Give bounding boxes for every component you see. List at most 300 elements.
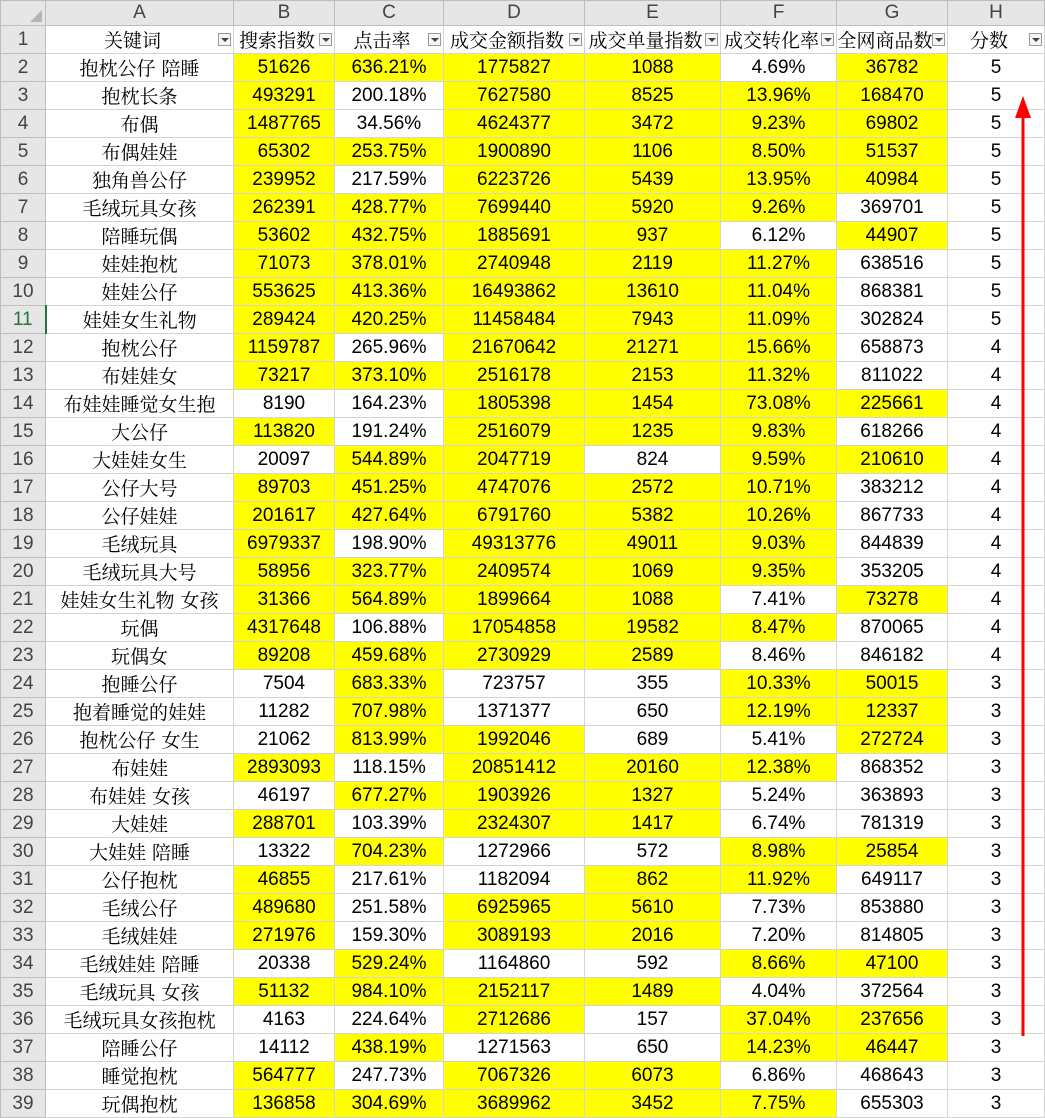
row-header[interactable]: 27	[1, 754, 46, 782]
cell-e[interactable]: 1489	[585, 978, 721, 1006]
cell-g[interactable]: 846182	[837, 642, 948, 670]
filter-dropdown-icon[interactable]	[218, 33, 231, 46]
cell-b[interactable]: 20097	[234, 446, 335, 474]
header-cell-c[interactable]	[335, 26, 444, 54]
cell-a[interactable]: 抱着睡觉的娃娃	[46, 698, 234, 726]
cell-d[interactable]: 2516178	[444, 362, 585, 390]
cell-a[interactable]: 公仔大号	[46, 474, 234, 502]
row-header[interactable]: 37	[1, 1034, 46, 1062]
cell-f[interactable]: 9.26%	[721, 194, 837, 222]
cell-h[interactable]: 3	[948, 1090, 1045, 1118]
cell-f[interactable]: 8.47%	[721, 614, 837, 642]
cell-b[interactable]: 4163	[234, 1006, 335, 1034]
cell-e[interactable]: 1327	[585, 782, 721, 810]
cell-g[interactable]: 383212	[837, 474, 948, 502]
cell-c[interactable]: 683.33%	[335, 670, 444, 698]
cell-f[interactable]: 9.59%	[721, 446, 837, 474]
cell-d[interactable]: 1775827	[444, 54, 585, 82]
cell-d[interactable]: 20851412	[444, 754, 585, 782]
row-header[interactable]: 26	[1, 726, 46, 754]
row-header[interactable]: 20	[1, 558, 46, 586]
cell-f[interactable]: 9.35%	[721, 558, 837, 586]
cell-e[interactable]: 2016	[585, 922, 721, 950]
cell-b[interactable]: 53602	[234, 222, 335, 250]
row-header[interactable]: 21	[1, 586, 46, 614]
row-header[interactable]: 35	[1, 978, 46, 1006]
cell-d[interactable]: 7699440	[444, 194, 585, 222]
cell-g[interactable]: 369701	[837, 194, 948, 222]
header-cell-d[interactable]	[444, 26, 585, 54]
header-cell-h[interactable]	[948, 26, 1045, 54]
cell-f[interactable]: 11.92%	[721, 866, 837, 894]
row-header[interactable]: 5	[1, 138, 46, 166]
cell-f[interactable]: 11.32%	[721, 362, 837, 390]
cell-b[interactable]: 13322	[234, 838, 335, 866]
cell-d[interactable]: 1371377	[444, 698, 585, 726]
cell-f[interactable]: 6.74%	[721, 810, 837, 838]
cell-h[interactable]: 3	[948, 810, 1045, 838]
cell-h[interactable]: 5	[948, 110, 1045, 138]
cell-d[interactable]: 6223726	[444, 166, 585, 194]
cell-d[interactable]: 1805398	[444, 390, 585, 418]
cell-a[interactable]: 抱枕公仔 女生	[46, 726, 234, 754]
cell-f[interactable]: 73.08%	[721, 390, 837, 418]
cell-f[interactable]: 10.26%	[721, 502, 837, 530]
cell-f[interactable]: 11.04%	[721, 278, 837, 306]
cell-b[interactable]: 2893093	[234, 754, 335, 782]
header-cell-g[interactable]	[837, 26, 948, 54]
cell-h[interactable]: 3	[948, 866, 1045, 894]
cell-f[interactable]: 8.98%	[721, 838, 837, 866]
cell-h[interactable]: 4	[948, 334, 1045, 362]
cell-g[interactable]: 618266	[837, 418, 948, 446]
filter-dropdown-icon[interactable]	[428, 33, 441, 46]
cell-b[interactable]: 1159787	[234, 334, 335, 362]
cell-a[interactable]: 毛绒玩具女孩抱枕	[46, 1006, 234, 1034]
cell-f[interactable]: 37.04%	[721, 1006, 837, 1034]
cell-b[interactable]: 489680	[234, 894, 335, 922]
cell-g[interactable]: 272724	[837, 726, 948, 754]
cell-e[interactable]: 572	[585, 838, 721, 866]
cell-e[interactable]: 937	[585, 222, 721, 250]
cell-e[interactable]: 49011	[585, 530, 721, 558]
cell-a[interactable]: 毛绒玩具女孩	[46, 194, 234, 222]
cell-b[interactable]: 262391	[234, 194, 335, 222]
cell-a[interactable]: 布娃娃	[46, 754, 234, 782]
cell-c[interactable]: 413.36%	[335, 278, 444, 306]
cell-h[interactable]: 5	[948, 194, 1045, 222]
cell-b[interactable]: 31366	[234, 586, 335, 614]
column-header-g[interactable]: G	[837, 1, 948, 26]
cell-e[interactable]: 5382	[585, 502, 721, 530]
cell-d[interactable]: 3689962	[444, 1090, 585, 1118]
cell-e[interactable]: 650	[585, 698, 721, 726]
cell-b[interactable]: 239952	[234, 166, 335, 194]
column-header-a[interactable]: A	[46, 1, 234, 26]
cell-g[interactable]: 638516	[837, 250, 948, 278]
cell-e[interactable]: 3472	[585, 110, 721, 138]
cell-e[interactable]: 21271	[585, 334, 721, 362]
row-header[interactable]: 32	[1, 894, 46, 922]
column-header-f[interactable]: F	[721, 1, 837, 26]
cell-e[interactable]: 2589	[585, 642, 721, 670]
cell-g[interactable]: 44907	[837, 222, 948, 250]
cell-c[interactable]: 378.01%	[335, 250, 444, 278]
cell-d[interactable]: 16493862	[444, 278, 585, 306]
cell-e[interactable]: 5439	[585, 166, 721, 194]
cell-c[interactable]: 459.68%	[335, 642, 444, 670]
cell-c[interactable]: 247.73%	[335, 1062, 444, 1090]
cell-d[interactable]: 21670642	[444, 334, 585, 362]
cell-g[interactable]: 73278	[837, 586, 948, 614]
cell-c[interactable]: 34.56%	[335, 110, 444, 138]
cell-f[interactable]: 7.20%	[721, 922, 837, 950]
cell-c[interactable]: 159.30%	[335, 922, 444, 950]
cell-d[interactable]: 1182094	[444, 866, 585, 894]
cell-h[interactable]: 5	[948, 82, 1045, 110]
cell-c[interactable]: 432.75%	[335, 222, 444, 250]
header-cell-b[interactable]	[234, 26, 335, 54]
cell-d[interactable]: 7627580	[444, 82, 585, 110]
cell-b[interactable]: 4317648	[234, 614, 335, 642]
cell-g[interactable]: 353205	[837, 558, 948, 586]
cell-a[interactable]: 玩偶	[46, 614, 234, 642]
cell-b[interactable]: 71073	[234, 250, 335, 278]
cell-f[interactable]: 10.71%	[721, 474, 837, 502]
cell-g[interactable]: 363893	[837, 782, 948, 810]
cell-h[interactable]: 3	[948, 754, 1045, 782]
cell-c[interactable]: 224.64%	[335, 1006, 444, 1034]
cell-g[interactable]: 781319	[837, 810, 948, 838]
cell-e[interactable]: 824	[585, 446, 721, 474]
cell-a[interactable]: 布偶	[46, 110, 234, 138]
row-header[interactable]: 11	[1, 306, 46, 334]
cell-c[interactable]: 636.21%	[335, 54, 444, 82]
cell-c[interactable]: 217.61%	[335, 866, 444, 894]
cell-a[interactable]: 公仔娃娃	[46, 502, 234, 530]
cell-h[interactable]: 4	[948, 474, 1045, 502]
cell-b[interactable]: 564777	[234, 1062, 335, 1090]
cell-g[interactable]: 658873	[837, 334, 948, 362]
cell-f[interactable]: 4.04%	[721, 978, 837, 1006]
cell-d[interactable]: 723757	[444, 670, 585, 698]
cell-e[interactable]: 689	[585, 726, 721, 754]
cell-a[interactable]: 布娃娃 女孩	[46, 782, 234, 810]
cell-a[interactable]: 娃娃女生礼物	[46, 306, 234, 334]
cell-b[interactable]: 51626	[234, 54, 335, 82]
cell-b[interactable]: 1487765	[234, 110, 335, 138]
cell-a[interactable]: 睡觉抱枕	[46, 1062, 234, 1090]
filter-dropdown-icon[interactable]	[1029, 33, 1042, 46]
cell-f[interactable]: 12.19%	[721, 698, 837, 726]
cell-b[interactable]: 271976	[234, 922, 335, 950]
filter-dropdown-icon[interactable]	[932, 33, 945, 46]
cell-c[interactable]: 707.98%	[335, 698, 444, 726]
cell-e[interactable]: 1235	[585, 418, 721, 446]
cell-e[interactable]: 1454	[585, 390, 721, 418]
cell-f[interactable]: 4.69%	[721, 54, 837, 82]
cell-g[interactable]: 655303	[837, 1090, 948, 1118]
cell-h[interactable]: 3	[948, 950, 1045, 978]
cell-b[interactable]: 8190	[234, 390, 335, 418]
cell-d[interactable]: 2712686	[444, 1006, 585, 1034]
cell-a[interactable]: 毛绒玩具 女孩	[46, 978, 234, 1006]
cell-d[interactable]: 1164860	[444, 950, 585, 978]
cell-h[interactable]: 4	[948, 558, 1045, 586]
cell-g[interactable]: 868381	[837, 278, 948, 306]
cell-d[interactable]: 6791760	[444, 502, 585, 530]
cell-c[interactable]: 420.25%	[335, 306, 444, 334]
cell-a[interactable]: 抱睡公仔	[46, 670, 234, 698]
cell-c[interactable]: 217.59%	[335, 166, 444, 194]
cell-f[interactable]: 6.12%	[721, 222, 837, 250]
cell-a[interactable]: 布偶娃娃	[46, 138, 234, 166]
cell-a[interactable]: 玩偶女	[46, 642, 234, 670]
cell-c[interactable]: 200.18%	[335, 82, 444, 110]
cell-f[interactable]: 8.50%	[721, 138, 837, 166]
cell-g[interactable]: 372564	[837, 978, 948, 1006]
cell-e[interactable]: 2153	[585, 362, 721, 390]
cell-g[interactable]: 40984	[837, 166, 948, 194]
cell-a[interactable]: 陪睡玩偶	[46, 222, 234, 250]
cell-e[interactable]: 13610	[585, 278, 721, 306]
cell-b[interactable]: 288701	[234, 810, 335, 838]
cell-a[interactable]: 毛绒娃娃 陪睡	[46, 950, 234, 978]
cell-h[interactable]: 5	[948, 54, 1045, 82]
cell-c[interactable]: 427.64%	[335, 502, 444, 530]
row-header[interactable]: 28	[1, 782, 46, 810]
row-header[interactable]: 3	[1, 82, 46, 110]
cell-h[interactable]: 3	[948, 698, 1045, 726]
row-header[interactable]: 34	[1, 950, 46, 978]
cell-f[interactable]: 11.09%	[721, 306, 837, 334]
cell-d[interactable]: 1899664	[444, 586, 585, 614]
cell-f[interactable]: 7.73%	[721, 894, 837, 922]
header-cell-a[interactable]	[46, 26, 234, 54]
cell-g[interactable]: 649117	[837, 866, 948, 894]
cell-h[interactable]: 5	[948, 138, 1045, 166]
cell-f[interactable]: 11.27%	[721, 250, 837, 278]
cell-h[interactable]: 5	[948, 278, 1045, 306]
cell-f[interactable]: 10.33%	[721, 670, 837, 698]
cell-a[interactable]: 娃娃公仔	[46, 278, 234, 306]
row-header[interactable]: 24	[1, 670, 46, 698]
cell-f[interactable]: 13.96%	[721, 82, 837, 110]
cell-d[interactable]: 2730929	[444, 642, 585, 670]
cell-e[interactable]: 19582	[585, 614, 721, 642]
cell-g[interactable]: 168470	[837, 82, 948, 110]
cell-a[interactable]: 娃娃抱枕	[46, 250, 234, 278]
row-header[interactable]: 8	[1, 222, 46, 250]
cell-c[interactable]: 198.90%	[335, 530, 444, 558]
cell-b[interactable]: 136858	[234, 1090, 335, 1118]
cell-c[interactable]: 191.24%	[335, 418, 444, 446]
row-header[interactable]: 4	[1, 110, 46, 138]
cell-d[interactable]: 1272966	[444, 838, 585, 866]
cell-h[interactable]: 3	[948, 922, 1045, 950]
cell-e[interactable]: 1088	[585, 54, 721, 82]
cell-h[interactable]: 5	[948, 166, 1045, 194]
row-header[interactable]: 12	[1, 334, 46, 362]
row-header[interactable]: 33	[1, 922, 46, 950]
row-header[interactable]: 29	[1, 810, 46, 838]
filter-dropdown-icon[interactable]	[569, 33, 582, 46]
cell-a[interactable]: 大公仔	[46, 418, 234, 446]
cell-h[interactable]: 3	[948, 838, 1045, 866]
cell-d[interactable]: 1992046	[444, 726, 585, 754]
cell-f[interactable]: 9.03%	[721, 530, 837, 558]
cell-d[interactable]: 6925965	[444, 894, 585, 922]
cell-a[interactable]: 玩偶抱枕	[46, 1090, 234, 1118]
row-header[interactable]: 13	[1, 362, 46, 390]
cell-a[interactable]: 独角兽公仔	[46, 166, 234, 194]
cell-b[interactable]: 289424	[234, 306, 335, 334]
cell-b[interactable]: 46197	[234, 782, 335, 810]
cell-h[interactable]: 4	[948, 446, 1045, 474]
cell-h[interactable]: 5	[948, 222, 1045, 250]
cell-d[interactable]: 1900890	[444, 138, 585, 166]
cell-e[interactable]: 1069	[585, 558, 721, 586]
cell-b[interactable]: 113820	[234, 418, 335, 446]
filter-dropdown-icon[interactable]	[319, 33, 332, 46]
cell-b[interactable]: 89208	[234, 642, 335, 670]
cell-c[interactable]: 677.27%	[335, 782, 444, 810]
cell-a[interactable]: 抱枕公仔 陪睡	[46, 54, 234, 82]
cell-e[interactable]: 5610	[585, 894, 721, 922]
cell-d[interactable]: 1271563	[444, 1034, 585, 1062]
row-header[interactable]: 30	[1, 838, 46, 866]
cell-c[interactable]: 984.10%	[335, 978, 444, 1006]
cell-f[interactable]: 7.41%	[721, 586, 837, 614]
cell-h[interactable]: 3	[948, 978, 1045, 1006]
cell-g[interactable]: 46447	[837, 1034, 948, 1062]
cell-f[interactable]: 5.41%	[721, 726, 837, 754]
cell-h[interactable]: 5	[948, 250, 1045, 278]
column-header-b[interactable]: B	[234, 1, 335, 26]
cell-e[interactable]: 5920	[585, 194, 721, 222]
cell-g[interactable]: 69802	[837, 110, 948, 138]
select-all-corner[interactable]	[1, 1, 46, 26]
cell-e[interactable]: 3452	[585, 1090, 721, 1118]
cell-c[interactable]: 265.96%	[335, 334, 444, 362]
cell-g[interactable]: 36782	[837, 54, 948, 82]
cell-f[interactable]: 13.95%	[721, 166, 837, 194]
cell-a[interactable]: 陪睡公仔	[46, 1034, 234, 1062]
cell-a[interactable]: 毛绒娃娃	[46, 922, 234, 950]
column-header-c[interactable]: C	[335, 1, 444, 26]
cell-d[interactable]: 2409574	[444, 558, 585, 586]
cell-g[interactable]: 868352	[837, 754, 948, 782]
cell-d[interactable]: 1903926	[444, 782, 585, 810]
row-header[interactable]: 16	[1, 446, 46, 474]
cell-d[interactable]: 2740948	[444, 250, 585, 278]
cell-g[interactable]: 853880	[837, 894, 948, 922]
cell-c[interactable]: 544.89%	[335, 446, 444, 474]
row-header[interactable]: 17	[1, 474, 46, 502]
cell-f[interactable]: 8.66%	[721, 950, 837, 978]
cell-c[interactable]: 304.69%	[335, 1090, 444, 1118]
header-cell-e[interactable]	[585, 26, 721, 54]
filter-dropdown-icon[interactable]	[821, 33, 834, 46]
cell-a[interactable]: 抱枕长条	[46, 82, 234, 110]
cell-d[interactable]: 11458484	[444, 306, 585, 334]
cell-e[interactable]: 1417	[585, 810, 721, 838]
cell-d[interactable]: 2047719	[444, 446, 585, 474]
cell-a[interactable]: 大娃娃女生	[46, 446, 234, 474]
cell-h[interactable]: 4	[948, 530, 1045, 558]
cell-e[interactable]: 20160	[585, 754, 721, 782]
cell-h[interactable]: 4	[948, 614, 1045, 642]
cell-f[interactable]: 5.24%	[721, 782, 837, 810]
cell-b[interactable]: 46855	[234, 866, 335, 894]
cell-g[interactable]: 47100	[837, 950, 948, 978]
cell-b[interactable]: 11282	[234, 698, 335, 726]
cell-b[interactable]: 201617	[234, 502, 335, 530]
filter-dropdown-icon[interactable]	[705, 33, 718, 46]
cell-g[interactable]: 51537	[837, 138, 948, 166]
cell-h[interactable]: 3	[948, 726, 1045, 754]
cell-h[interactable]: 4	[948, 586, 1045, 614]
cell-c[interactable]: 103.39%	[335, 810, 444, 838]
cell-a[interactable]: 大娃娃	[46, 810, 234, 838]
cell-a[interactable]: 娃娃女生礼物 女孩	[46, 586, 234, 614]
cell-g[interactable]: 25854	[837, 838, 948, 866]
cell-f[interactable]: 15.66%	[721, 334, 837, 362]
cell-d[interactable]: 4624377	[444, 110, 585, 138]
cell-f[interactable]: 9.23%	[721, 110, 837, 138]
cell-e[interactable]: 650	[585, 1034, 721, 1062]
cell-c[interactable]: 438.19%	[335, 1034, 444, 1062]
cell-g[interactable]: 844839	[837, 530, 948, 558]
row-header[interactable]: 9	[1, 250, 46, 278]
cell-d[interactable]: 1885691	[444, 222, 585, 250]
row-header[interactable]: 25	[1, 698, 46, 726]
cell-b[interactable]: 21062	[234, 726, 335, 754]
row-header[interactable]: 1	[1, 26, 46, 54]
cell-d[interactable]: 7067326	[444, 1062, 585, 1090]
row-header[interactable]: 19	[1, 530, 46, 558]
cell-g[interactable]: 867733	[837, 502, 948, 530]
cell-a[interactable]: 布娃娃女	[46, 362, 234, 390]
cell-e[interactable]: 2572	[585, 474, 721, 502]
cell-g[interactable]: 12337	[837, 698, 948, 726]
cell-e[interactable]: 157	[585, 1006, 721, 1034]
column-header-h[interactable]: H	[948, 1, 1045, 26]
cell-h[interactable]: 3	[948, 1006, 1045, 1034]
cell-a[interactable]: 布娃娃睡觉女生抱	[46, 390, 234, 418]
cell-d[interactable]: 2324307	[444, 810, 585, 838]
row-header[interactable]: 14	[1, 390, 46, 418]
cell-h[interactable]: 3	[948, 1034, 1045, 1062]
cell-a[interactable]: 毛绒玩具大号	[46, 558, 234, 586]
cell-d[interactable]: 2152117	[444, 978, 585, 1006]
cell-c[interactable]: 373.10%	[335, 362, 444, 390]
cell-e[interactable]: 2119	[585, 250, 721, 278]
cell-d[interactable]: 17054858	[444, 614, 585, 642]
cell-a[interactable]: 大娃娃 陪睡	[46, 838, 234, 866]
cell-f[interactable]: 9.83%	[721, 418, 837, 446]
cell-b[interactable]: 51132	[234, 978, 335, 1006]
cell-g[interactable]: 210610	[837, 446, 948, 474]
cell-d[interactable]: 49313776	[444, 530, 585, 558]
row-header[interactable]: 18	[1, 502, 46, 530]
row-header[interactable]: 38	[1, 1062, 46, 1090]
cell-h[interactable]: 4	[948, 502, 1045, 530]
cell-h[interactable]: 5	[948, 306, 1045, 334]
row-header[interactable]: 23	[1, 642, 46, 670]
cell-c[interactable]: 251.58%	[335, 894, 444, 922]
cell-e[interactable]: 6073	[585, 1062, 721, 1090]
